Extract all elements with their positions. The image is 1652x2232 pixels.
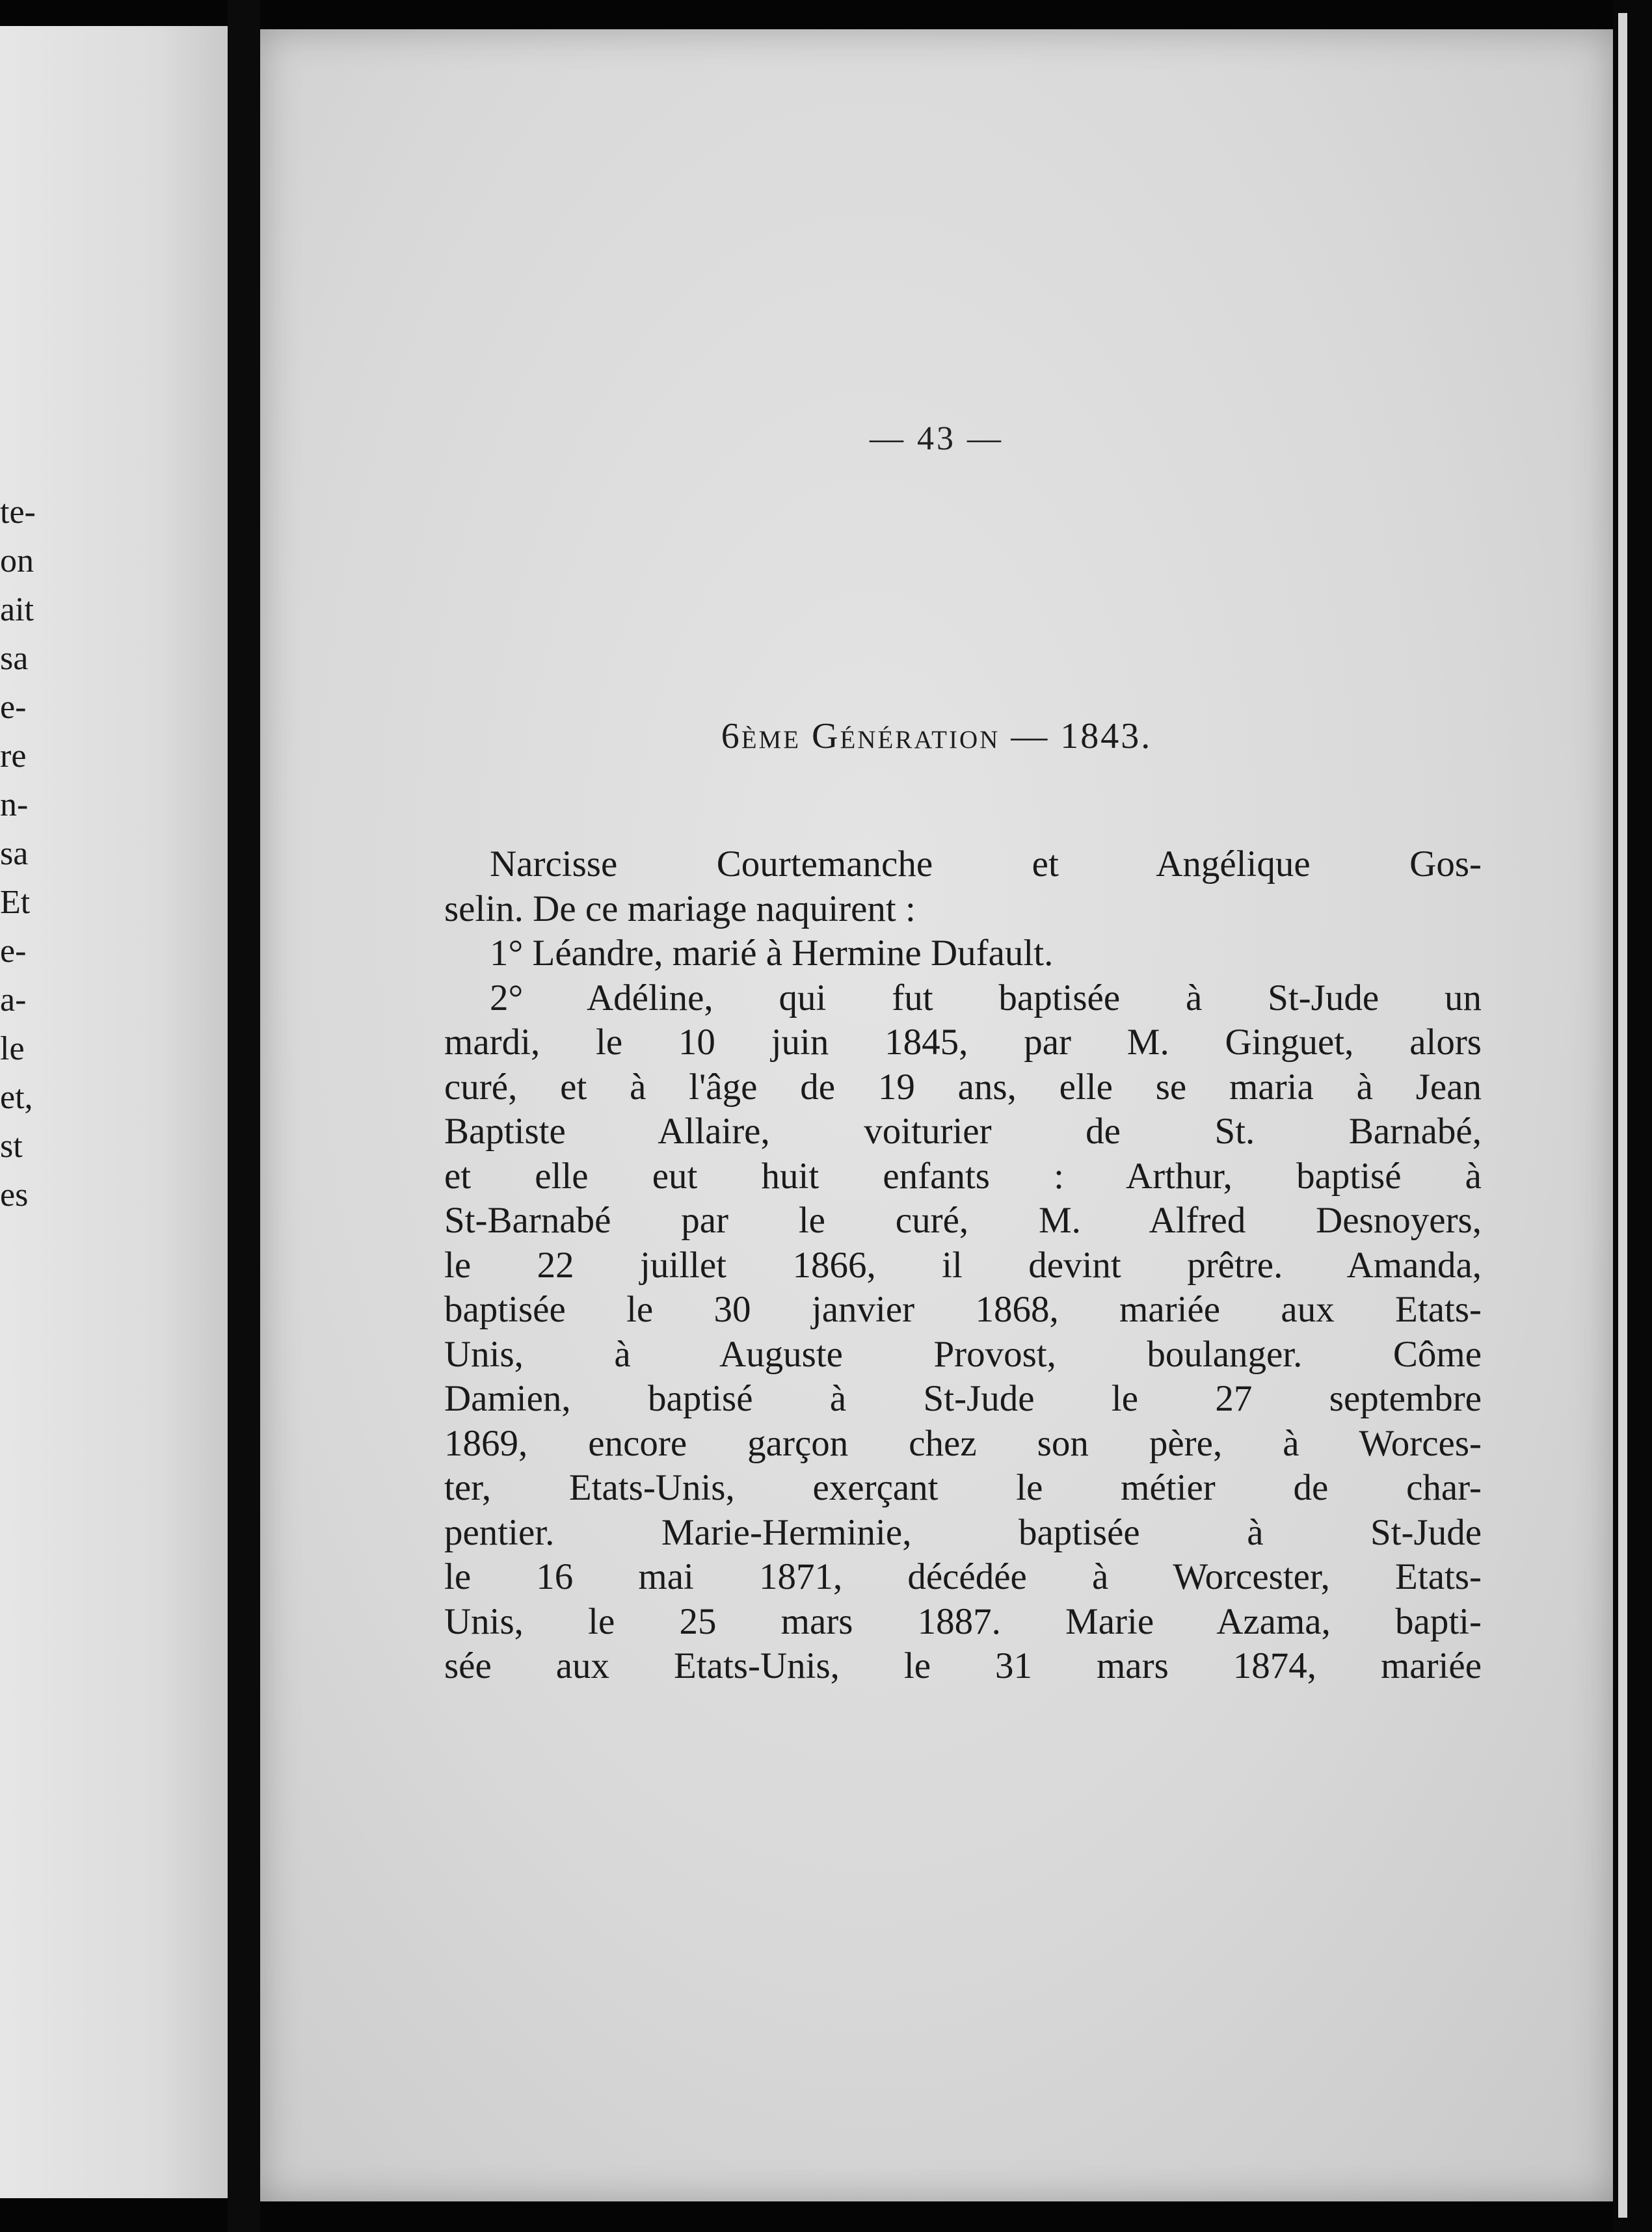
left-fragment: e- [0,933,27,970]
text-line: selin. De ce mariage naquirent : [444,888,916,929]
generation-heading-text: 6ème Génération — 1843. [721,716,1152,756]
left-fragment: ait [0,591,34,628]
body-text [444,842,1482,1689]
left-facing-page [0,26,228,2198]
left-fragment: a- [0,981,27,1018]
text-line: mardi, le 10 juin 1845, par M. Ginguet, alors [444,1022,1482,1063]
text-line: Baptiste Allaire, voiturier de St. Barnabé, [444,1111,1482,1152]
text-line: et elle eut huit enfants : Arthur, baptisé à [444,1155,1482,1197]
left-fragment: st [0,1128,23,1165]
text-line: St-Barnabé par le curé, M. Alfred Desnoyers, [444,1200,1482,1241]
left-fragment: te- [0,494,36,531]
text-line: curé, et à l'âge de 19 ans, elle se maria à Jean [444,1066,1482,1108]
text-line: pentier. Marie-Herminie, baptisée à St-Jude [444,1511,1482,1553]
text-line: sée aux Etats-Unis, le 31 mars 1874, mariée [444,1645,1482,1686]
text-line: Damien, baptisé à St-Jude le 27 septembre [444,1378,1482,1419]
main-page [260,29,1613,2201]
right-page-edge [1618,13,1627,2218]
left-fragment: es [0,1176,29,1214]
left-fragment: sa [0,835,29,872]
left-fragment: Et [0,884,31,921]
left-fragment: sa [0,640,29,677]
text-line: 1869, encore garçon chez son père, à Worces- [444,1422,1482,1464]
generation-heading [260,715,1613,757]
page-number: — 43 — [870,420,1004,457]
left-fragment: on [0,542,34,579]
left-fragment: n- [0,786,29,823]
left-fragment: le [0,1030,25,1067]
left-fragment: re [0,737,27,775]
text-line: Unis, le 25 mars 1887. Marie Azama, bapti- [444,1601,1482,1642]
text-line: ter, Etats-Unis, exerçant le métier de char- [444,1467,1482,1508]
text-line: le 22 juillet 1866, il devint prêtre. Amanda, [444,1244,1482,1286]
text-line: 1° Léandre, marié à Hermine Dufault. [490,933,1054,974]
text-line: 2° Adéline, qui fut baptisée à St-Jude un [490,977,1482,1018]
text-line: baptisée le 30 janvier 1868, mariée aux Etats- [444,1289,1482,1330]
book-gutter [228,0,260,2232]
text-line: Narcisse Courtemanche et Angélique Gos- [490,844,1482,884]
left-page-text-fragments [0,488,228,1219]
left-fragment: et, [0,1079,33,1116]
text-line: Unis, à Auguste Provost, boulanger. Côme [444,1333,1482,1375]
text-line: le 16 mai 1871, décédée à Worcester, Etats- [444,1556,1482,1597]
left-fragment: e- [0,689,27,726]
